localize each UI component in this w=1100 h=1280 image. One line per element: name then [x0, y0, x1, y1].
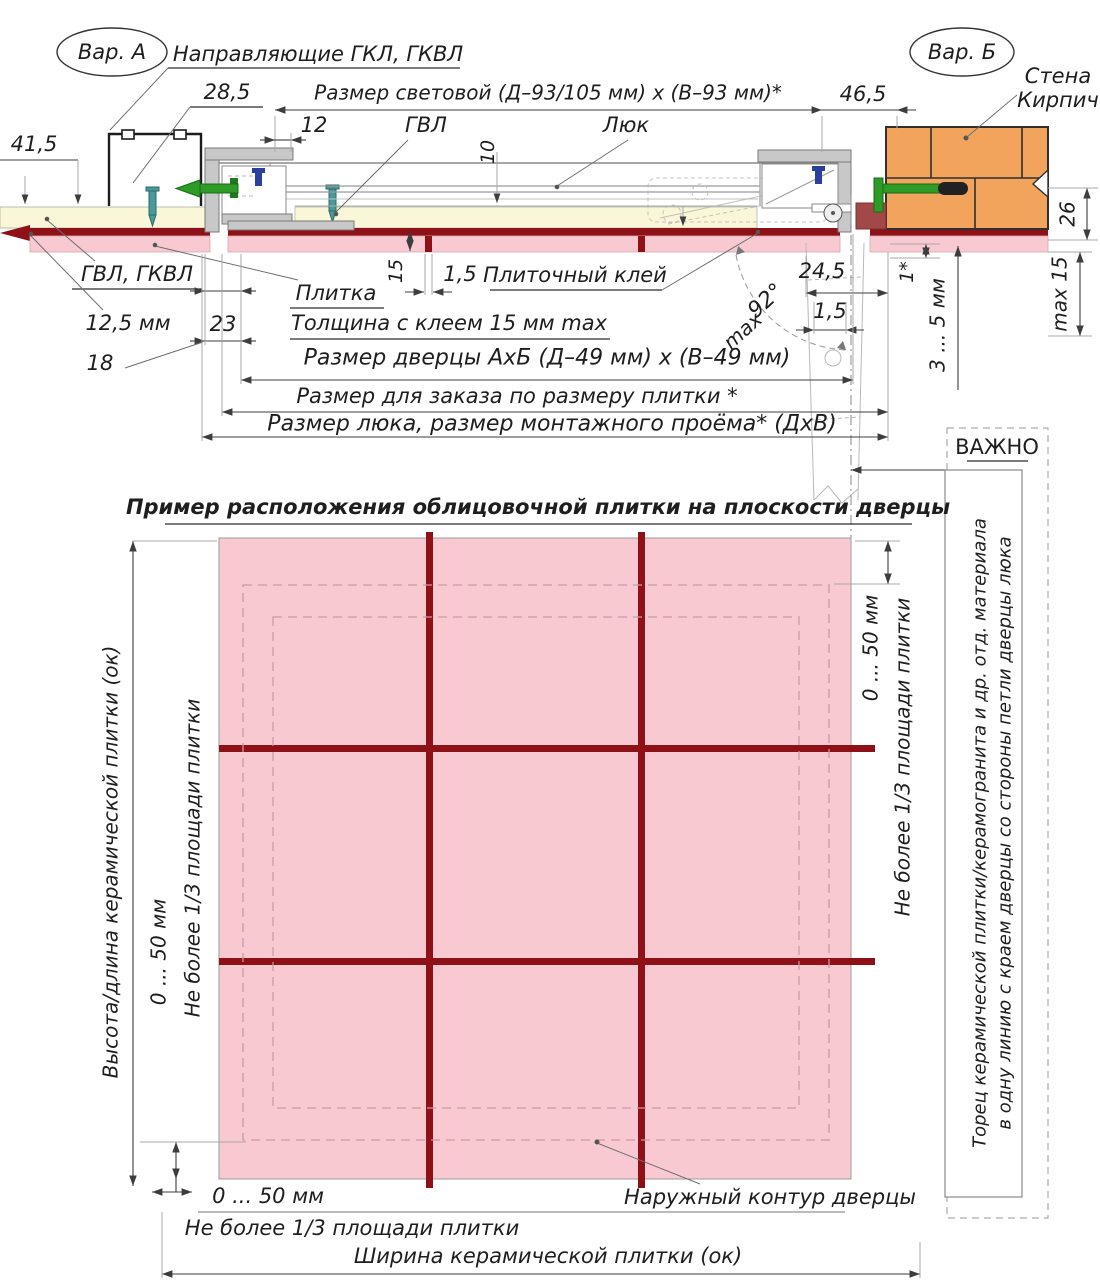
variant-a-label: Вар. А: [77, 39, 147, 64]
variant-b-label: Вар. Б: [927, 39, 997, 64]
offset-left-label: 0 ... 50 мм: [146, 898, 171, 1006]
offset-bottom-label: 0 ... 50 мм: [212, 1183, 324, 1208]
important-title: ВАЖНО: [955, 434, 1039, 459]
gap-3-5: 3 ... 5 мм: [925, 278, 950, 372]
important-note-line1: Торец керамической плитки/керамогранита и др. отд. материала: [969, 518, 991, 1148]
dim-46-5: 46,5: [839, 81, 887, 106]
order-size-row: Размер для заказа по размеру плитки *: [296, 383, 738, 408]
dim-24-5: 24,5: [798, 258, 846, 283]
glue-label: Плиточный клей: [483, 262, 667, 287]
tile-label: Плитка: [295, 280, 377, 305]
gvl-label: ГВЛ: [405, 112, 447, 137]
width-label-bottom: Ширина керамической плитки (ок): [353, 1243, 743, 1268]
dim-12: 12: [300, 112, 328, 137]
anchor-tip: [938, 182, 968, 195]
hatch-size-row: Размер люка, размер монтажного проёма* (ДхВ): [267, 411, 837, 437]
tile-grid: [219, 532, 875, 1188]
wall-label-1: Стена: [1024, 63, 1092, 88]
dim-18: 18: [86, 350, 114, 375]
door-size-row: Размер дверцы АхБ (Д–49 мм) х (В–49 мм): [303, 345, 791, 371]
dim-23: 23: [209, 311, 237, 336]
dim-10: 10: [477, 139, 500, 165]
grout-horizontal-2: [219, 958, 875, 965]
height-label-left: Высота/длина керамической плитки (ок): [98, 645, 123, 1079]
offset-right-label: 0 ... 50 мм: [858, 594, 883, 702]
important-note-line2: в одну линию с краем дверцы со стороны петли дверцы люка: [994, 536, 1016, 1130]
grout-vertical-2: [638, 532, 645, 1188]
gvl-ceiling-layer: [0, 207, 757, 228]
third-right-label: Не более 1/3 площади плитки: [890, 597, 915, 917]
grout-horizontal-1: [219, 745, 875, 752]
gvl-gkvl-label: ГВЛ, ГКВЛ: [80, 261, 194, 286]
grout-vertical-1: [426, 532, 433, 1188]
light-size-label: Размер световой (Д–93/105 мм) х (В–93 мм)*: [314, 80, 782, 105]
guides-label: Направляющие ГКЛ, ГКВЛ: [172, 41, 464, 66]
dim-1-5-grout: 1,5: [443, 261, 477, 286]
dim-1-5-gap: 1,5: [813, 298, 847, 323]
angle-92: 92°: [743, 278, 789, 324]
tile-layout-title: Пример расположения облицовочной плитки на плоскости дверцы: [125, 494, 951, 519]
wall-label-2: Кирпич: [1017, 87, 1099, 112]
third-bottom-label: Не более 1/3 площади плитки: [184, 1215, 520, 1240]
angle-max: max: [718, 307, 767, 355]
dim-12-5: 12,5 мм: [85, 310, 171, 335]
dim-41-5: 41,5: [10, 131, 58, 156]
brick-wall: [886, 127, 1048, 229]
dim-1-star: 1*: [896, 261, 919, 283]
tile-joint-right: [638, 236, 645, 252]
outer-contour-label: Наружный контур дверцы: [624, 1184, 916, 1209]
frame-profile-right: [758, 150, 886, 232]
tile-joint-left: [425, 236, 432, 252]
dim-26: 26: [1055, 201, 1080, 227]
hatch-label: Люк: [602, 112, 650, 137]
dim-15: 15: [385, 258, 408, 284]
max-15: max 15: [1047, 256, 1072, 332]
dim-28-5: 28,5: [203, 79, 251, 104]
thickness-note: Толщина с клеем 15 мм max: [291, 310, 607, 335]
third-left-label: Не более 1/3 площади плитки: [180, 698, 205, 1018]
